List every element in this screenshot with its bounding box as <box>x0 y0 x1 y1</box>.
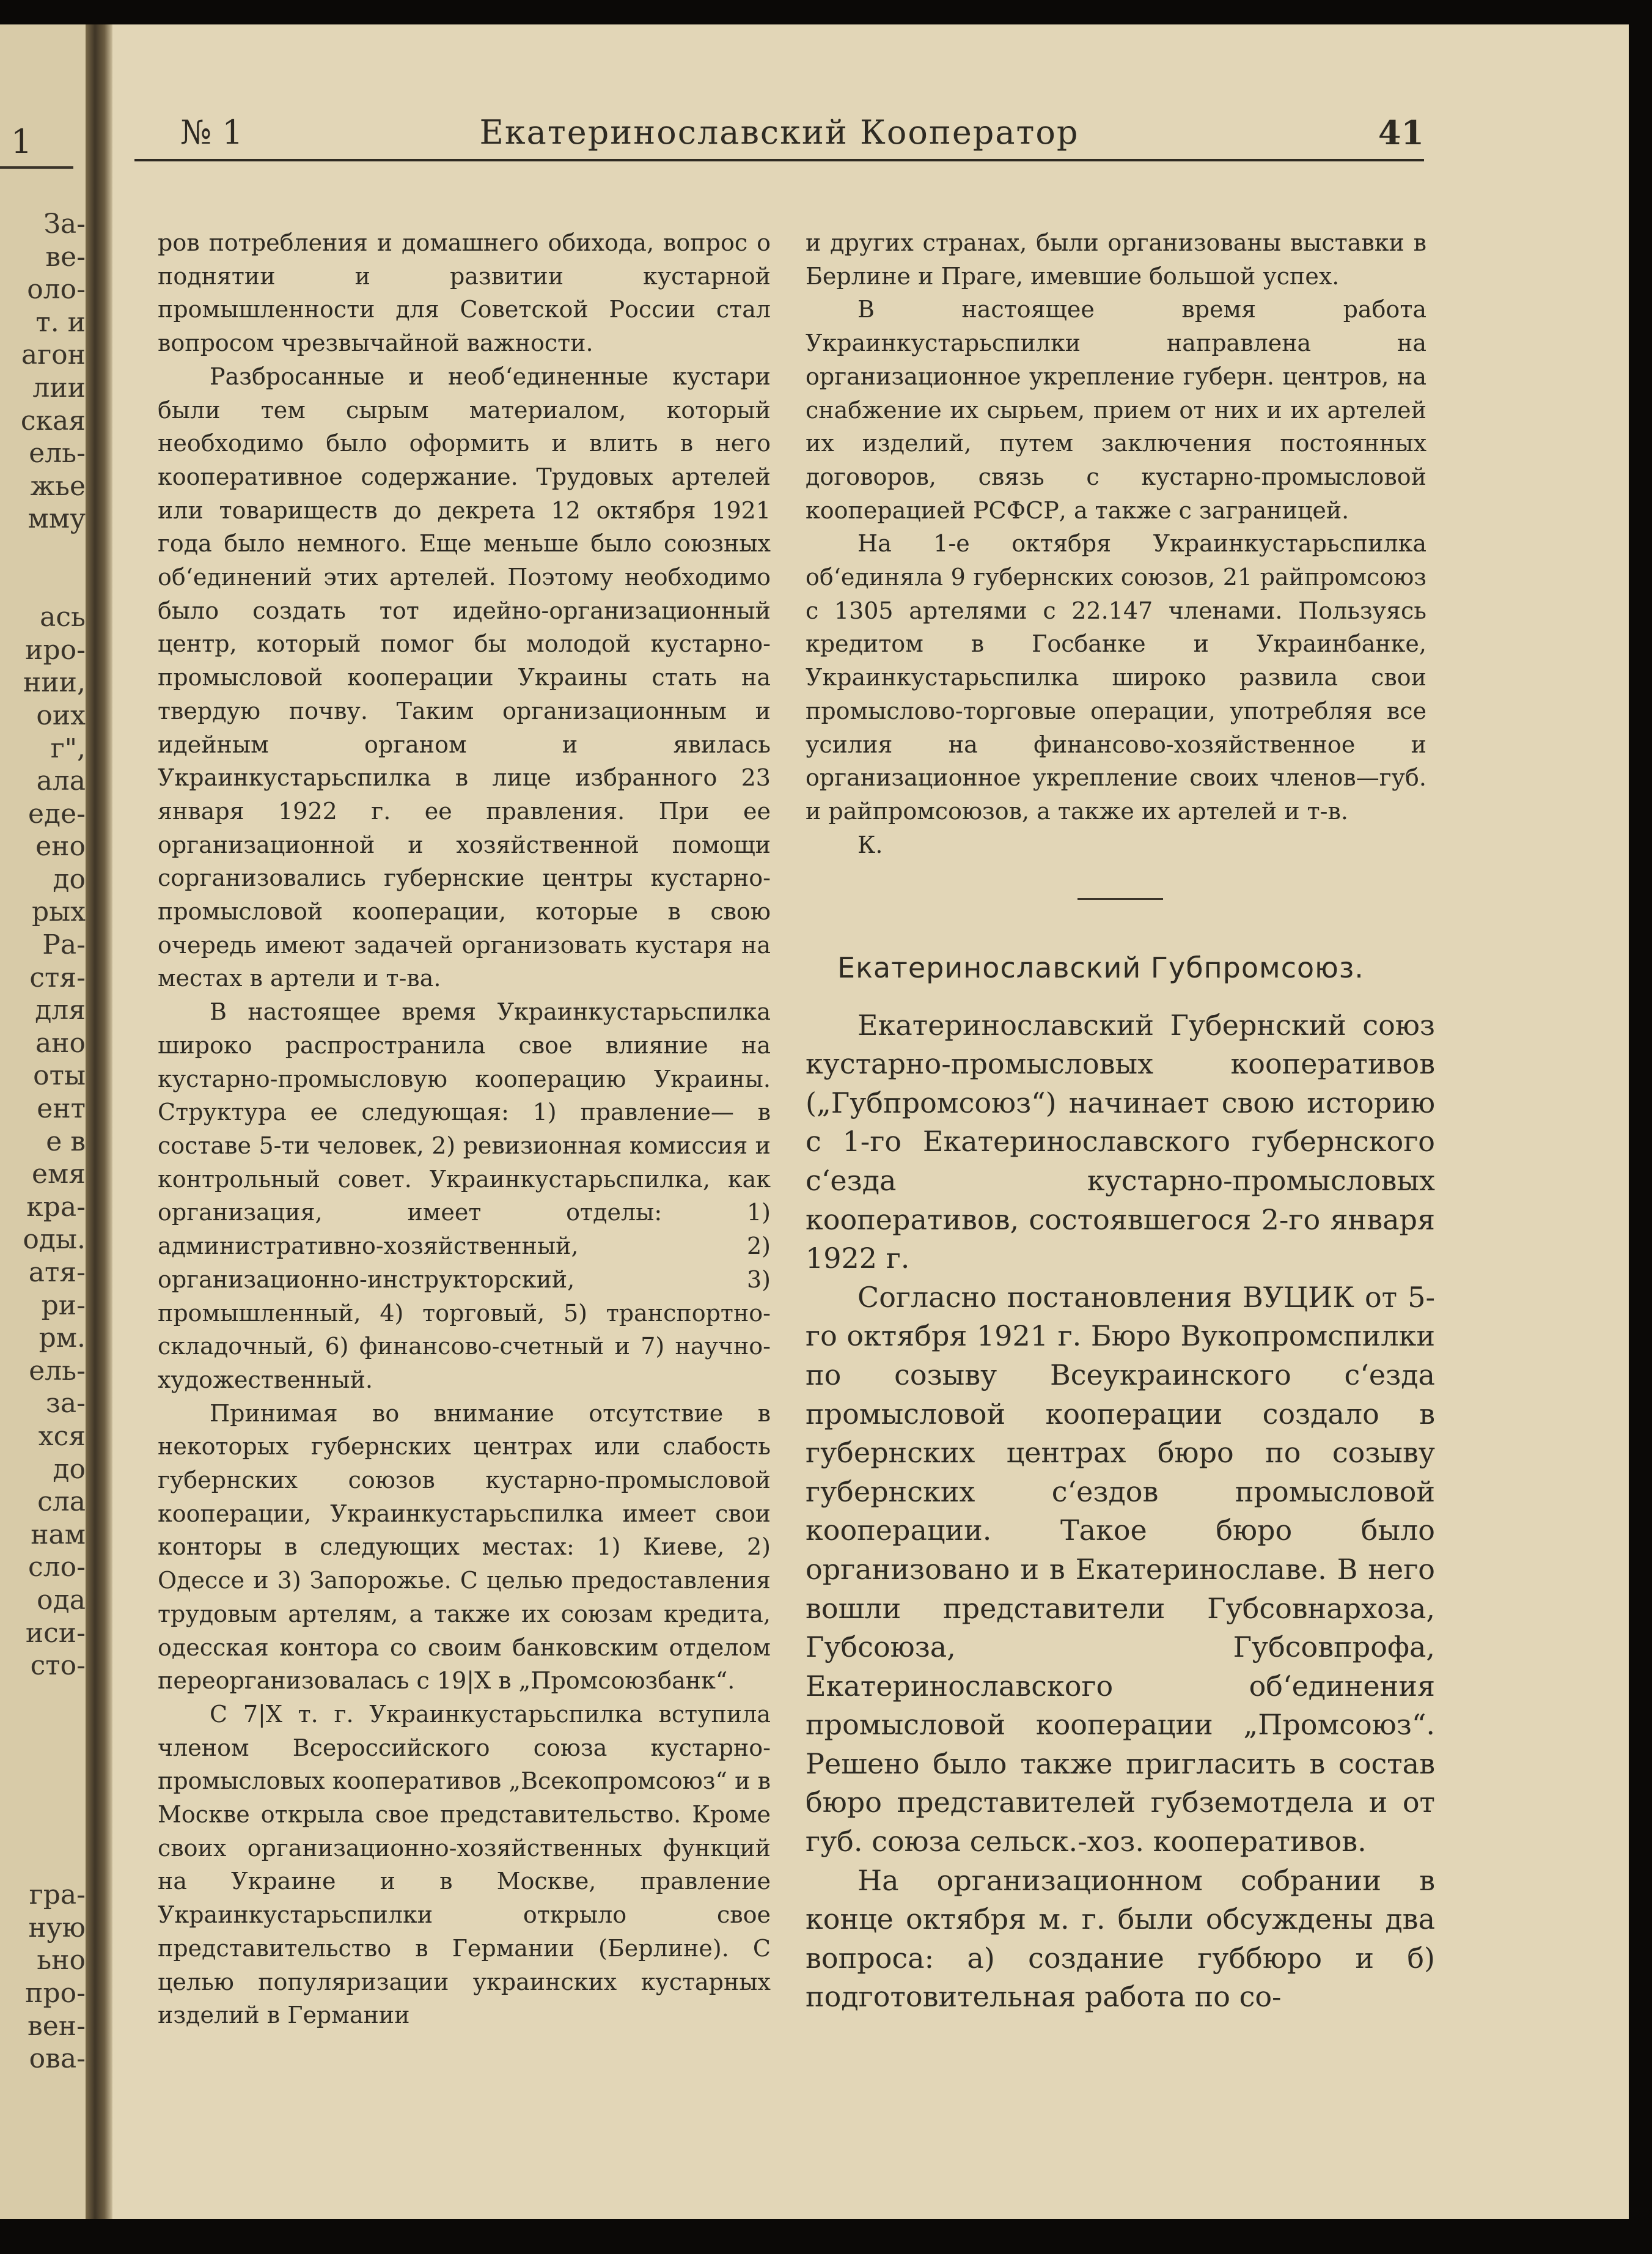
left-page-line <box>0 536 86 569</box>
left-page-line: оло- <box>27 274 86 306</box>
left-page-line: ель- <box>29 438 86 470</box>
left-page-line: ала <box>36 765 86 797</box>
left-page-line <box>0 1682 86 1715</box>
journal-title: Екатеринославский Кооператор <box>479 113 1079 152</box>
left-page-number: 1 <box>11 122 32 161</box>
header-rule <box>134 159 1424 161</box>
section-title: Екатеринославский Губпромсоюз. <box>837 951 1364 984</box>
left-page-line: до <box>53 1453 86 1485</box>
left-page-line: ода <box>37 1584 86 1616</box>
left-page-line <box>0 1813 86 1846</box>
left-page-line: ьно <box>37 1945 86 1976</box>
book-gutter <box>86 24 112 2219</box>
left-page-line: т. и <box>35 306 86 338</box>
left-page-line: нам <box>31 1519 86 1550</box>
left-page-line: для <box>35 995 86 1026</box>
left-page-line: Ра- <box>42 929 86 961</box>
section-divider <box>1077 898 1163 900</box>
paragraph: В настоящее время работа Украинкустарьспилки направлена на организационное укрепление губерн. центров, на снабжение их сырьем, прием от них и их артелей их изделий, путем заключения постоянных договоров, связь с кустарно-промысловой кооперацией РСФСР, а также с заграницей. <box>806 296 1426 524</box>
left-page-line: лии <box>32 372 86 403</box>
paragraph: Разбросанные и необ‘единенные кустари были тем сырым материалом, который необходимо было оформить и влить в него кооперативное содержание. Трудовых артелей или товариществ до декрета 12 октября 1921 года было немного. Еще меньше было союзных об‘единений этих артелей. Поэтому необходимо было создать тот идейно-организационный центр, который помог бы молодой кустарно-промысловой кооперации Украины стать на твердую почву. Таким организационным и идейным органом и явилась Украинкустарьспилка в лице избранного 23 января 1922 г. ее правления. При ее организационной и хозяйственной помощи сорганизовались губернские центры кустарно-промысловой кооперации, которые в свою очередь имеют задачей организовать кустаря на местах в артели и т-ва. <box>158 363 771 992</box>
section-gubpromsoyuz <box>806 898 1435 2017</box>
paragraph: ров потребления и домашнего обихода, вопрос о поднятии и развитии кустарной промышленности для Советской России стал вопросом чрезвычайной важности. <box>158 229 771 357</box>
left-page-line: за- <box>45 1388 86 1420</box>
left-page-line <box>0 1846 86 1879</box>
left-page-line: ова- <box>29 2043 86 2075</box>
left-page-line: сло- <box>28 1552 86 1583</box>
left-page-line: хся <box>38 1420 86 1452</box>
left-page-line: рых <box>32 896 86 928</box>
column-right-top <box>806 226 1426 861</box>
left-page-line: ент <box>37 1093 86 1125</box>
paragraph: и других странах, были организованы выставки в Берлине и Праге, имевшие большой успех. <box>806 229 1426 290</box>
left-page-line: жье <box>30 470 86 502</box>
issue-number: № 1 <box>180 113 243 152</box>
left-page-line: сла <box>37 1486 86 1518</box>
author-signature: К. <box>857 831 883 858</box>
paragraph: С 7|X т. г. Украинкустарьспилка вступила членом Всероссийского союза кустарно-промысловых кооперативов „Всекопромсоюз“ и в Москве открыла свое представительство. Кроме своих организационно-хозяйственных функций на Украине и в Москве, правление Украинкустарьспилки открыло свое представительство в Германии (Берлине). С целью популяризации украинских кустарных изделий в Германии <box>158 1700 771 2029</box>
left-page-fragment <box>0 24 92 2219</box>
left-page-text <box>0 208 86 2075</box>
left-page-line: сто- <box>30 1650 86 1682</box>
paragraph: В настоящее время Украинкустарьспилка широко распространила свое влияние на кустарно-промысловую кооперацию Украины. Структура ее следующая: 1) правление— в составе 5-ти человек, 2) ревизионная комиссия и контрольный совет. Украинкустарьспилка, как организация, имеет отделы: 1) административно-хозяйственный, 2) организационно-инструкторский, 3) промышленный, 4) торговый, 5) транспортно-складочный, 6) финансово-счетный и 7) научно-художественный. <box>158 998 771 1393</box>
left-page-line: ано <box>35 1027 86 1059</box>
left-page-line: рм. <box>39 1322 86 1354</box>
scanned-page <box>0 24 1629 2219</box>
left-page-line: агон <box>21 339 86 371</box>
left-page-line: нии, <box>23 667 86 699</box>
left-page-line: ве- <box>45 241 86 273</box>
left-page-line: ри- <box>41 1289 86 1321</box>
left-page-line <box>0 1715 86 1748</box>
left-page-line: ель- <box>29 1355 86 1387</box>
left-page-line: иси- <box>25 1617 86 1649</box>
left-page-line: ную <box>28 1912 86 1943</box>
paragraph: Согласно постановления ВУЦИК от 5-го октября 1921 г. Бюро Вукопромспилки по созыву Всеукраинского с‘езда промысловой кооперации создало в губернских центрах бюро по созыву губернских с‘ездов промысловой кооперации. Такое бюро было организовано и в Екатеринославе. В него вошли представители Губсовнархоза, Губсоюза, Губсовпрофа, Екатеринославского об‘единения промысловой кооперации „Промсоюз“. Решено было также пригласить в состав бюро представителей губземотдела и от губ. союза сельск.-хоз. кооперативов. <box>806 1280 1435 1858</box>
left-page-line: ась <box>40 602 86 633</box>
left-page-line: вен- <box>27 2010 86 2042</box>
paragraph: Екатеринославский Губернский союз кустарно-промысловых кооперативов („Губпромсоюз“) начинает свою историю с 1-го Екатеринославского губернского с‘езда кустарно-промысловых кооперативов, состоявшегося 2-го января 1922 г. <box>806 1008 1435 1275</box>
left-page-line: оды. <box>23 1224 86 1256</box>
left-page-line: стя- <box>29 962 86 993</box>
paragraph: Принимая во внимание отсутствие в некоторых губернских центрах или слабость губернских союзов кустарно-промысловой кооперации, Украинкустарьспилка имеет свои конторы в следующих местах: 1) Киеве, 2) Одессе и 3) Запорожье. С целью предоставления трудовым артелям, а также их союзам кредита, одесская контора со своим банковским отделом переорганизовалась с 19|X в „Промсоюзбанк“. <box>158 1399 771 1695</box>
left-page-line: оты <box>33 1060 86 1092</box>
left-page-line: е в <box>46 1125 86 1157</box>
left-page-line: За- <box>43 208 86 240</box>
left-page-line: оих <box>36 699 86 731</box>
left-header-rule <box>0 166 73 169</box>
paragraph: На 1-е октября Украинкустарьспилка об‘единяла 9 губернских союзов, 21 райпромсоюз с 1305 артелями с 22.147 членами. Пользуясь кредитом в Госбанке и Украинбанке, Украинкустарьспилка широко развила свои промыслово-торговые операции, употребляя все усилия на финансово-хозяйственное и организационное укрепление своих членов—губ. и райпромсоюзов, а также их артелей и т-в. <box>806 530 1426 825</box>
left-page-line: кра- <box>26 1191 86 1223</box>
running-header <box>134 113 1424 168</box>
left-page-line: гра- <box>29 1879 86 1911</box>
left-page-line: ская <box>20 405 86 436</box>
left-page-line: мму <box>28 503 86 535</box>
left-page-line <box>0 1781 86 1814</box>
left-page-line: про- <box>25 1978 86 2009</box>
paragraph: На организационном собрании в конце октября м. г. были обсуждены два вопроса: а) создание губбюро и б) подготовительная работа по со- <box>806 1863 1435 2014</box>
left-page-line: атя- <box>28 1257 86 1288</box>
left-page-line <box>0 569 86 602</box>
left-page-line: иро- <box>25 634 86 666</box>
left-page-line: ено <box>35 831 86 863</box>
page-number: 41 <box>1378 113 1424 152</box>
left-page-line: еде- <box>28 798 86 830</box>
left-page-line: емя <box>31 1158 86 1190</box>
left-page-line <box>0 1748 86 1781</box>
column-left <box>158 226 771 2032</box>
left-page-line: до <box>53 863 86 895</box>
left-page-line: г", <box>50 732 86 764</box>
